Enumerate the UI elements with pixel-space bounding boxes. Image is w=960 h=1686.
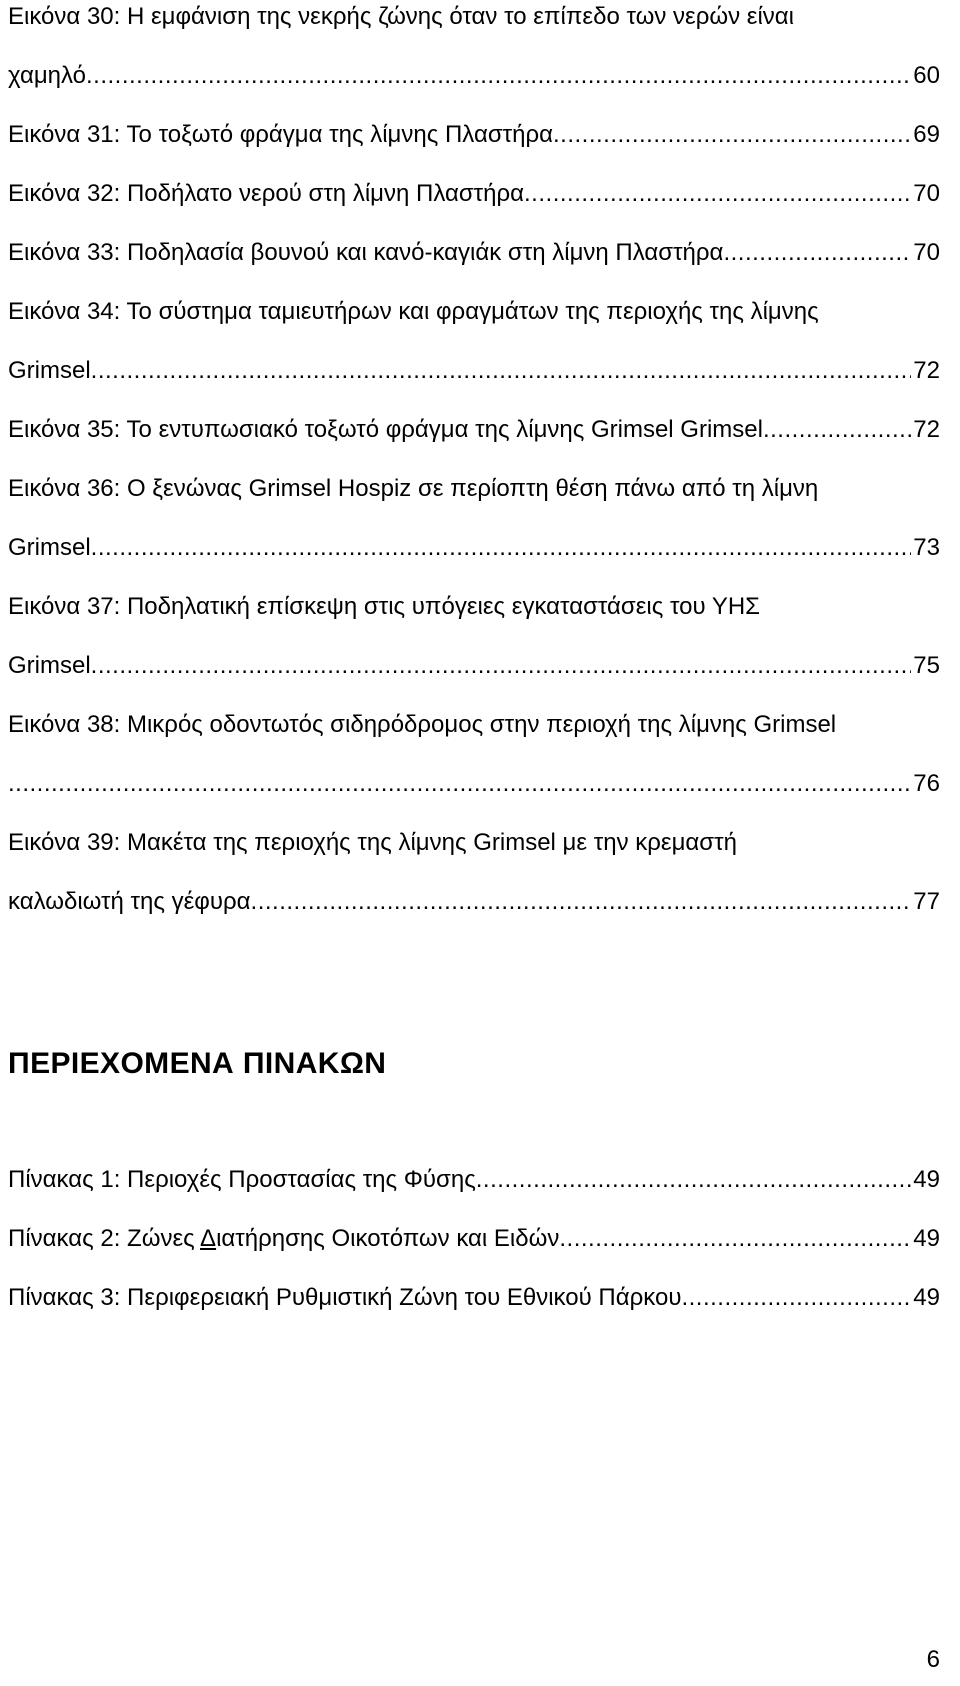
toc-entry-30-page: 60 [913,62,940,89]
toc-entry-37-line1 [8,592,940,622]
dot-leader [763,415,911,445]
toc-entry-37-title: Εικόνα 37: Ποδηλατική επίσκεψη στις υπόγειες εγκαταστάσεις του ΥΗΣ [8,593,761,620]
dot-leader [553,120,911,150]
dot-leader [524,179,911,209]
toc-entry-36-line2[interactable] [8,533,940,563]
toc-entry-31[interactable] [8,120,940,150]
toc-entry-38-line1 [8,710,940,740]
toc-table-2-title-underlined: Δ [200,1225,217,1252]
toc-entry-30-line1 [8,2,940,32]
toc-entry-34-line1 [8,297,940,327]
toc-table-1-page: 49 [913,1166,940,1193]
toc-table-1-title: Πίνακας 1: Περιοχές Προστασίας της Φύσης [8,1166,476,1193]
dot-leader [91,533,912,563]
tables-heading: ΠΕΡΙΕΧΟΜΕΝΑ ΠΙΝΑΚΩΝ [8,1047,387,1080]
toc-table-3[interactable] [8,1283,940,1313]
toc-table-3-title: Πίνακας 3: Περιφερειακή Ρυθμιστική Ζώνη του Εθνικού Πάρκου [8,1284,682,1311]
toc-entry-39-line2[interactable] [8,887,940,917]
toc-entry-36-title: Εικόνα 36: Ο ξενώνας Grimsel Hospiz σε περίοπτη θέση πάνω από τη λίμνη [8,475,819,502]
toc-table-2-title-start: Πίνακας 2: Ζώνες [8,1225,201,1252]
toc-entry-37-title-cont: Grimsel [8,652,91,679]
toc-entry-36-page: 73 [913,534,940,561]
toc-entry-34-title: Εικόνα 34: Το σύστημα ταμιευτήρων και φραγμάτων της περιοχής της λίμνης [8,298,819,325]
dot-leader [8,769,911,799]
toc-entry-39-line1 [8,828,940,858]
toc-entry-38-page: 76 [913,770,940,797]
toc-entry-35-title: Εικόνα 35: Το εντυπωσιακό τοξωτό φράγμα της λίμνης Grimsel Grimsel [8,416,763,443]
toc-entry-33-title: Εικόνα 33: Ποδηλασία βουνού και κανό-καγιάκ στη λίμνη Πλαστήρα [8,239,724,266]
toc-entry-36-title-cont: Grimsel [8,534,91,561]
toc-table-2[interactable] [8,1224,940,1254]
toc-table-1[interactable] [8,1165,940,1195]
toc-entry-30-line2[interactable] [8,61,940,91]
toc-table-2-title [8,1224,559,1254]
toc-table-2-page: 49 [913,1225,940,1252]
toc-table-3-page: 49 [913,1284,940,1311]
toc-entry-32-title: Εικόνα 32: Ποδήλατο νερού στη λίμνη Πλαστήρα [8,180,525,207]
toc-entry-34-page: 72 [913,357,940,384]
toc-entry-30-title: Εικόνα 30: Η εμφάνιση της νεκρής ζώνης όταν το επίπεδο των νερών είναι [8,3,794,30]
toc-entry-37-page: 75 [913,652,940,679]
toc-entry-38-title: Εικόνα 38: Μικρός οδοντωτός σιδηρόδρομος στην περιοχή της λίμνης Grimsel [8,711,837,738]
toc-entry-31-page: 69 [913,121,940,148]
toc-entry-33[interactable] [8,238,940,268]
toc-entry-34-line2[interactable] [8,356,940,386]
toc-entry-30-title-cont: χαμηλό [8,62,86,89]
toc-entry-33-page: 70 [913,239,940,266]
dot-leader [476,1165,912,1195]
dot-leader [91,356,912,386]
toc-entry-36-line1 [8,474,940,504]
page-number: 6 [926,1646,940,1673]
toc-entry-39-page: 77 [913,888,940,915]
dot-leader [681,1283,911,1313]
dot-leader [86,61,911,91]
toc-entry-32-page: 70 [913,180,940,207]
dot-leader [559,1224,911,1254]
toc-entry-35-page: 72 [913,416,940,443]
toc-entry-32[interactable] [8,179,940,209]
toc-entry-31-title: Εικόνα 31: Το τοξωτό φράγμα της λίμνης Πλαστήρα [8,121,553,148]
dot-leader [723,238,911,268]
toc-entry-34-title-cont: Grimsel [8,357,91,384]
toc-entry-38-line2[interactable] [8,769,940,799]
dot-leader [91,651,912,681]
dot-leader [251,887,912,917]
toc-entry-37-line2[interactable] [8,651,940,681]
toc-entry-39-title: Εικόνα 39: Μακέτα της περιοχής της λίμνης Grimsel με την κρεμαστή [8,829,737,856]
toc-table-2-title-end: ιατήρησης Οικοτόπων και Ειδών [216,1225,560,1252]
toc-entry-35[interactable] [8,415,940,445]
toc-entry-39-title-cont: καλωδιωτή της γέφυρα [8,888,251,915]
